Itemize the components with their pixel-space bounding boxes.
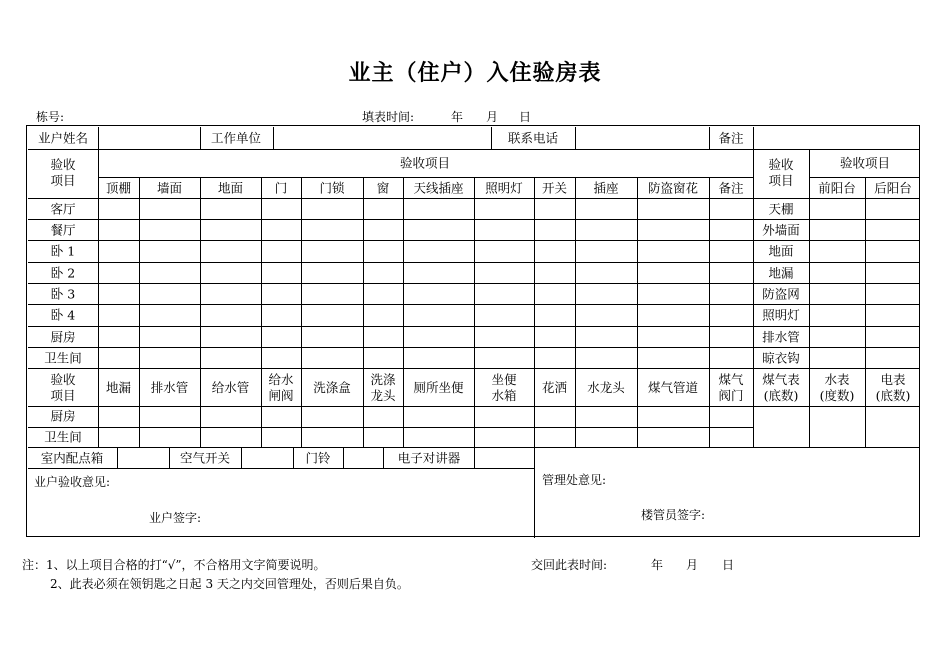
plumbing-column-header: 煤气管道 [647,380,699,395]
grid-line [28,347,753,348]
grid-line [301,177,302,368]
room-row-label: 卫生间 [44,350,82,365]
column-header: 顶棚 [105,180,132,196]
grid-line [403,368,404,447]
balcony-column-header: 后阳台 [874,180,912,196]
grid-line [753,262,920,263]
grid-line [363,368,364,447]
plumbing-column-header: 厕所坐便 [413,380,464,395]
grid-line [273,127,274,149]
grid-line [98,368,99,447]
plumbing-column-header: 排水管 [150,380,189,395]
grid-line [534,177,535,368]
grid-line [474,177,475,368]
balcony-column-header: 前阳台 [818,180,856,196]
plumbing-column-header: 地漏 [105,380,132,395]
room-row-label: 厨房 [50,329,76,344]
grid-line [363,177,364,368]
device-label: 电子对讲器 [397,450,461,466]
grid-line [534,447,535,538]
grid-line [753,326,920,327]
building-number-label: 栋号: [36,110,65,124]
plumbing-column-header: 洗涤 龙头 [370,372,396,403]
column-header: 开关 [541,180,568,196]
grid-line [474,368,475,447]
grid-line [753,368,920,369]
grid-line [753,368,754,447]
grid-line [753,127,754,149]
balcony-row-label: 地漏 [768,265,794,280]
grid-line [403,177,404,368]
meter-header: 水表 (度数) [819,372,855,403]
grid-line [753,304,920,305]
grid-line [98,177,753,178]
room-row-label: 卧 1 [50,243,76,259]
column-header: 防盗窗花 [647,180,699,196]
grid-line [261,368,262,447]
note-1: 注：1、以上项目合格的打“√”，不合格用文字简要说明。 [22,558,326,572]
column-header: 备注 [718,180,744,196]
grid-line [28,368,753,369]
meter-header: 电表 (底数) [875,372,911,403]
section2-row-label: 卫生间 [44,429,82,445]
balcony-row-label: 照明灯 [762,307,800,323]
grid-line [28,468,534,469]
return-time-year: 年 [651,558,664,572]
grid-line [200,177,201,368]
grid-line [200,127,201,149]
fill-time-day: 日 [519,110,532,124]
grid-line [139,368,140,447]
grid-line [575,177,576,368]
grid-line [575,368,576,447]
grid-line [28,219,753,220]
fill-time-month: 月 [486,110,499,124]
column-header: 天线插座 [413,180,464,196]
management-opinion-label: 管理处意见: [542,473,607,487]
column-header: 门 [274,180,288,196]
grid-line [28,427,753,428]
manager-signature-label: 楼管员签字: [641,508,706,522]
owner-signature-label: 业户签字: [149,511,202,525]
grid-line [753,198,920,199]
grid-line [28,149,920,150]
balcony-row-label: 地面 [768,243,794,259]
grid-line [534,368,535,447]
grid-line [28,283,753,284]
plumbing-column-header: 煤气 阀门 [718,372,744,403]
grid-line [28,304,753,305]
plumbing-column-header: 给水 闸阀 [268,372,294,403]
room-row-label: 卧 3 [50,286,76,301]
room-row-label: 餐厅 [50,222,76,237]
fill-time-year: 年 [451,110,464,124]
plumbing-column-header: 水龙头 [587,380,625,395]
grid-line [98,127,99,149]
return-time-label: 交回此表时间: [531,558,608,572]
grid-line [139,177,140,368]
grid-line [169,447,170,468]
balcony-row-label: 晾衣钩 [762,350,800,365]
meter-header: 煤气表 (底数) [762,372,800,403]
room-row-label: 卧 4 [50,307,76,323]
grid-line [474,447,475,468]
grid-line [293,447,294,468]
section2-row-label: 厨房 [50,408,76,424]
inspection-form-table [26,125,920,537]
section2-row-header: 验收 项目 [50,372,76,403]
owner-name-label: 业户姓名 [37,130,89,146]
balcony-row-label: 排水管 [762,329,800,344]
device-label: 空气开关 [179,450,231,466]
column-header: 窗 [376,180,390,196]
grid-line [753,240,920,241]
grid-line [343,447,344,468]
section-header-label: 验收项目 [399,155,451,171]
grid-line [637,177,638,368]
device-label: 门铃 [305,450,331,466]
grid-line [241,447,242,468]
column-header: 地面 [217,180,244,196]
column-header: 照明灯 [485,180,523,196]
grid-line [28,262,753,263]
grid-line [98,149,99,368]
grid-line [709,127,710,149]
grid-line [28,326,753,327]
phone-label: 联系电话 [507,130,559,146]
row-header-label: 验收 项目 [50,157,76,188]
balcony-row-header: 验收 项目 [768,157,794,188]
grid-line [753,283,920,284]
grid-line [200,368,201,447]
grid-line [28,406,753,407]
owner-opinion-label: 业户验收意见: [34,475,111,489]
plumbing-column-header: 给水管 [211,380,250,395]
grid-line [301,368,302,447]
plumbing-column-header: 花洒 [541,380,568,395]
fill-time-label: 填表时间: [362,110,415,124]
grid-line [809,149,810,447]
plumbing-column-header: 坐便 水箱 [491,372,517,403]
grid-line [753,219,920,220]
balcony-row-label: 防盗网 [762,286,800,301]
grid-line [753,347,920,348]
plumbing-column-header: 洗涤盒 [313,380,351,395]
remark-label: 备注 [718,130,744,146]
grid-line [117,447,118,468]
return-time-day: 日 [722,558,735,572]
return-time-month: 月 [686,558,699,572]
grid-line [28,198,753,199]
device-label: 室内配点箱 [40,450,104,466]
column-header: 插座 [593,180,619,196]
grid-line [261,177,262,368]
note-2: 2、此表必须在领钥匙之日起 3 天之内交回管理处，否则后果自负。 [50,577,409,591]
grid-line [709,177,710,368]
grid-line [637,368,638,447]
room-row-label: 卧 2 [50,265,76,280]
room-row-label: 客厅 [50,201,76,216]
form-title: 业主（住户）入住验房表 [348,61,602,86]
grid-line [491,127,492,149]
grid-line [383,447,384,468]
work-unit-label: 工作单位 [210,130,262,146]
column-header: 墙面 [156,180,183,196]
balcony-row-label: 外墙面 [762,222,800,237]
grid-line [575,127,576,149]
balcony-row-label: 天棚 [768,201,794,216]
balcony-group-header: 验收项目 [839,155,891,171]
grid-line [28,240,753,241]
column-header: 门锁 [319,180,345,196]
grid-line [753,406,920,407]
grid-line [709,368,710,447]
